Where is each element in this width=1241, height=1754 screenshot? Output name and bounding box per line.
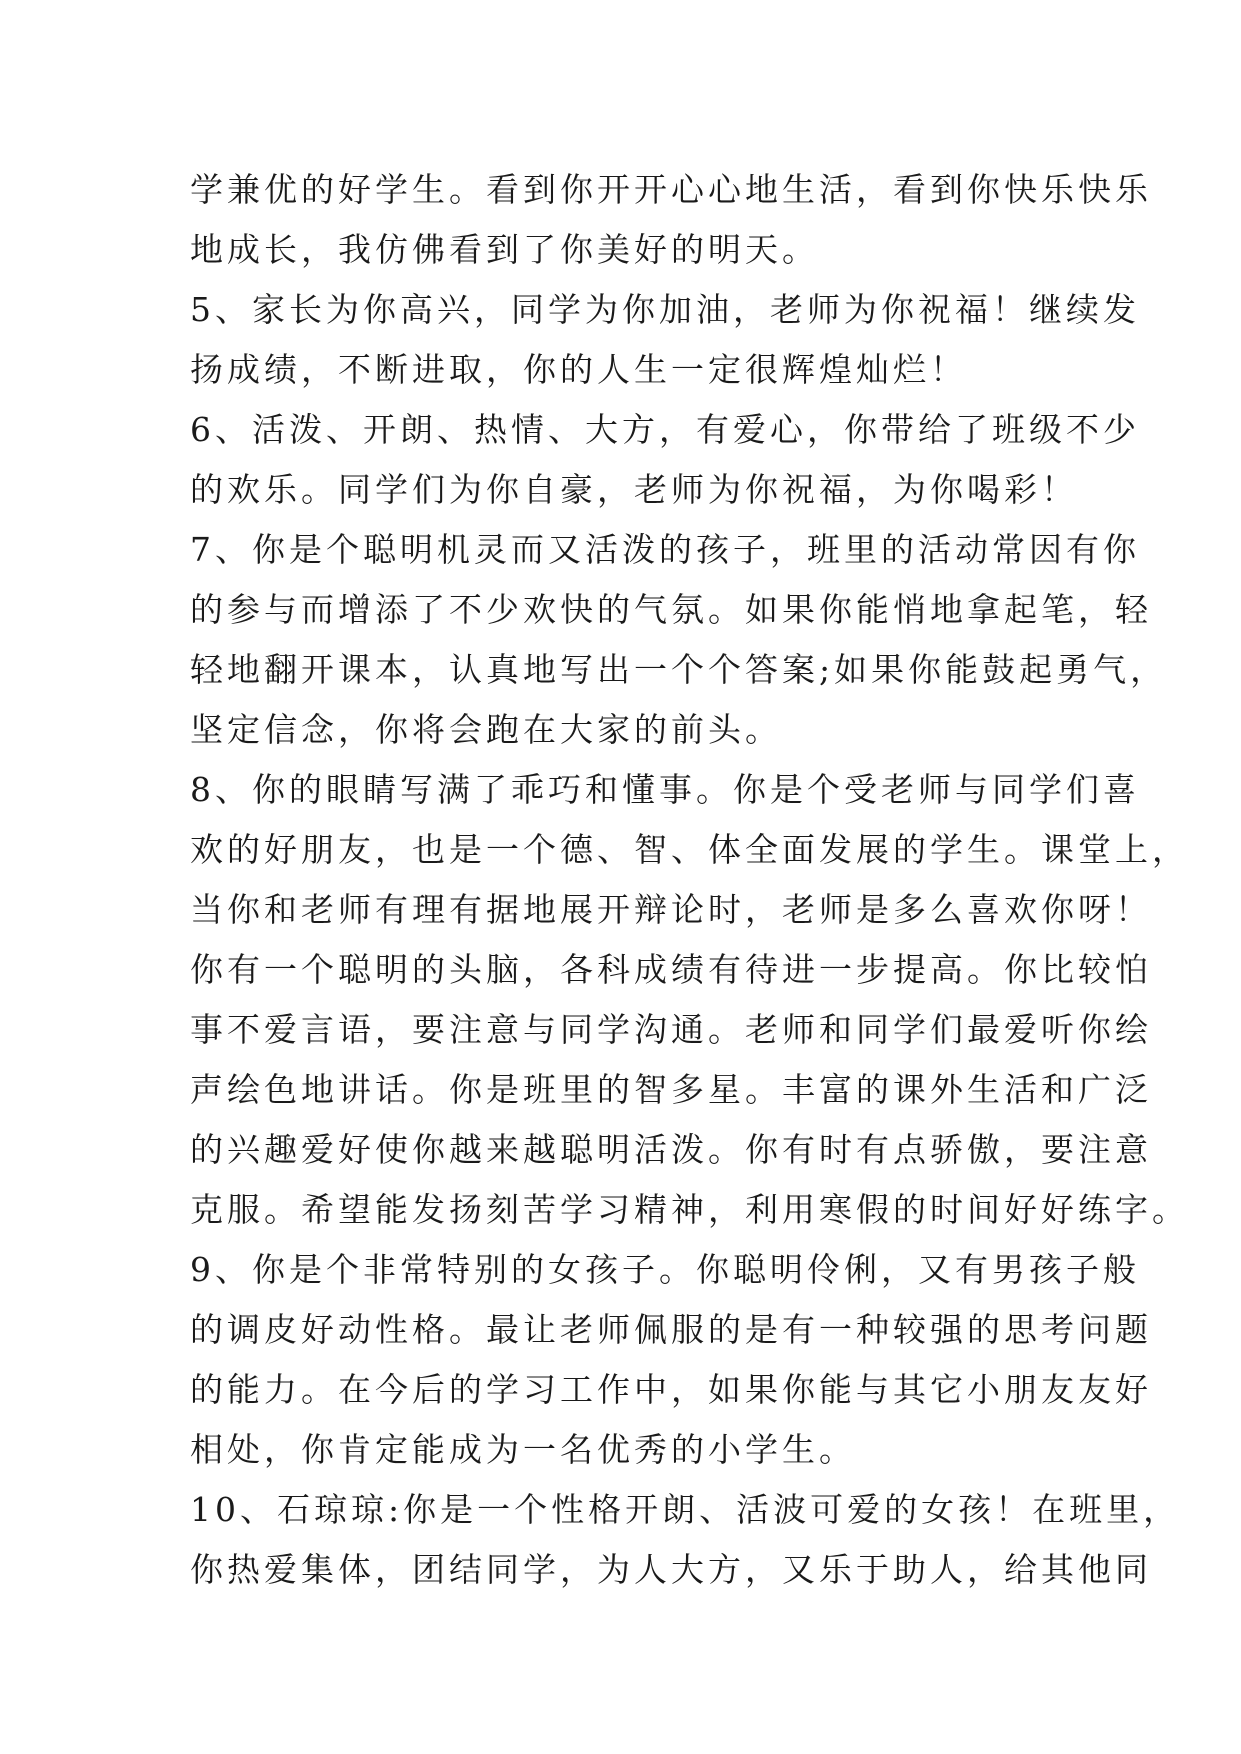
- text-line: 的能力。在今后的学习工作中，如果你能与其它小朋友友好: [190, 1370, 1152, 1409]
- text-line: 7、你是个聪明机灵而又活泼的孩子，班里的活动常因有你: [190, 530, 1140, 569]
- text-line: 的兴趣爱好使你越来越聪明活泼。你有时有点骄傲，要注意: [190, 1130, 1152, 1169]
- text-line: 事不爱言语，要注意与同学沟通。老师和同学们最爱听你绘: [190, 1010, 1152, 1049]
- text-line: 9、你是个非常特别的女孩子。你聪明伶俐，又有男孩子般: [190, 1250, 1140, 1289]
- text-line: 地成长，我仿佛看到了你美好的明天。: [190, 230, 819, 269]
- text-line: 的参与而增添了不少欢快的气氛。如果你能悄地拿起笔，轻: [190, 590, 1152, 629]
- text-line: 学兼优的好学生。看到你开开心心地生活，看到你快乐快乐: [190, 170, 1152, 209]
- text-line: 你有一个聪明的头脑，各科成绩有待进一步提高。你比较怕: [190, 950, 1152, 989]
- text-line: 声绘色地讲话。你是班里的智多星。丰富的课外生活和广泛: [190, 1070, 1152, 1109]
- text-line: 8、你的眼睛写满了乖巧和懂事。你是个受老师与同学们喜: [190, 770, 1140, 809]
- text-line: 5、家长为你高兴，同学为你加油，老师为你祝福！继续发: [190, 290, 1140, 329]
- text-line: 的欢乐。同学们为你自豪，老师为你祝福，为你喝彩！: [190, 470, 1078, 509]
- text-line: 坚定信念，你将会跑在大家的前头。: [190, 710, 782, 749]
- text-line: 轻地翻开课本，认真地写出一个个答案;如果你能鼓起勇气，: [190, 650, 1168, 689]
- text-line: 的调皮好动性格。最让老师佩服的是有一种较强的思考问题: [190, 1310, 1152, 1349]
- text-line: 6、活泼、开朗、热情、大方，有爱心，你带给了班级不少: [190, 410, 1140, 449]
- text-line: 相处，你肯定能成为一名优秀的小学生。: [190, 1430, 856, 1469]
- text-line: 扬成绩，不断进取，你的人生一定很辉煌灿烂！: [190, 350, 967, 389]
- document-body: [190, 160, 1189, 1600]
- text-line: 克服。希望能发扬刻苦学习精神，利用寒假的时间好好练字。: [190, 1190, 1189, 1229]
- text-line: 当你和老师有理有据地展开辩论时，老师是多么喜欢你呀！: [190, 890, 1152, 929]
- text-line: 欢的好朋友，也是一个德、智、体全面发展的学生。课堂上，: [190, 830, 1189, 869]
- text-line: 10、石琼琼:你是一个性格开朗、活波可爱的女孩！在班里，: [190, 1490, 1181, 1529]
- text-line: 你热爱集体，团结同学，为人大方，又乐于助人，给其他同: [190, 1550, 1152, 1589]
